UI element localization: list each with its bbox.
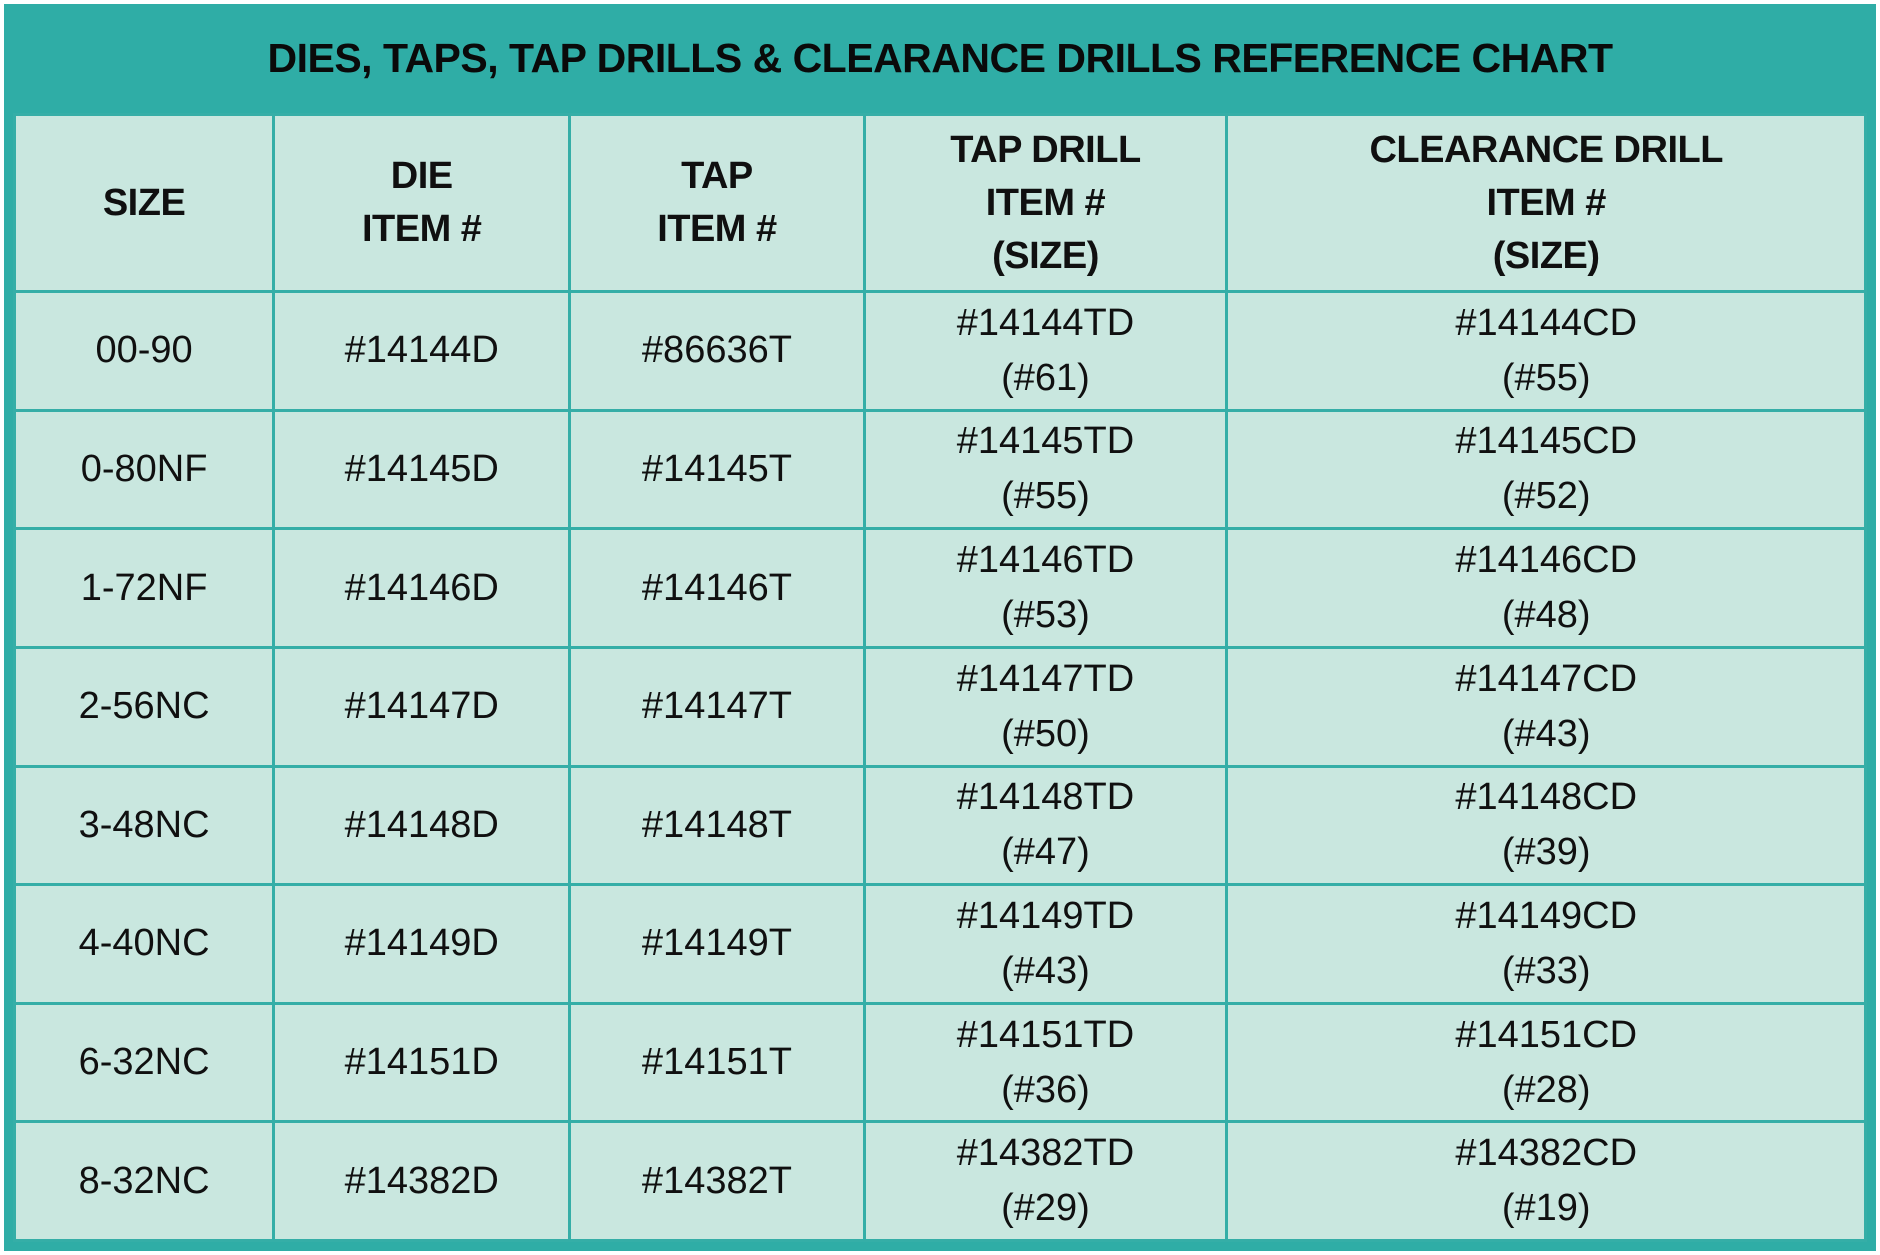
cell-die-item [274, 529, 570, 648]
cell-line: (#19) [1501, 1187, 1591, 1230]
cell-line: #14148D [344, 803, 499, 846]
cell-die-item [274, 766, 570, 885]
cell-line: #14149CD [1455, 894, 1638, 937]
cell-line: (#61) [1001, 356, 1090, 399]
header-line: ITEM # [657, 208, 777, 250]
cell-size [15, 292, 274, 411]
cell-clearance-drill-item [1227, 647, 1866, 766]
cell-clearance-drill-item [1227, 766, 1866, 885]
cell-line: #14382T [641, 1159, 792, 1202]
cell-line: #14146TD [956, 539, 1135, 582]
cell-line: #14144D [344, 329, 499, 372]
cell-line: #14151CD [1455, 1013, 1638, 1056]
cell-line: 3-48NC [78, 803, 210, 846]
cell-size [15, 1122, 274, 1241]
cell-line: (#50) [1001, 712, 1090, 755]
header-line: DIE [390, 155, 453, 197]
cell-line: #14145D [344, 447, 499, 490]
cell-die-item [274, 885, 570, 1004]
header-line: (SIZE) [1492, 234, 1600, 277]
cell-line: #14145TD [956, 420, 1135, 463]
cell-tap-drill-item [864, 410, 1227, 529]
cell-line: 1-72NF [80, 566, 208, 609]
cell-line: #14148TD [956, 776, 1135, 819]
cell-size [15, 410, 274, 529]
cell-line: #14146D [344, 566, 499, 609]
cell-line: 6-32NC [78, 1041, 210, 1084]
cell-tap-drill-item [864, 1122, 1227, 1241]
header-clearance-drill-item [1227, 115, 1866, 292]
header-line: CLEARANCE DRILL [1369, 128, 1723, 171]
header-size [15, 115, 274, 292]
header-line: TAP DRILL [950, 128, 1141, 171]
cell-tap-item [570, 410, 864, 529]
cell-line: #14147T [641, 685, 792, 728]
table-row [15, 885, 1866, 1004]
table-header [15, 115, 1866, 292]
cell-line: #14147CD [1455, 657, 1638, 700]
header-line: ITEM # [985, 181, 1106, 224]
cell-line: #14151T [641, 1041, 792, 1084]
cell-line: #14146CD [1455, 539, 1638, 582]
title-band [13, 4, 1867, 113]
cell-line: 0-80NF [80, 447, 208, 490]
header-line: SIZE [102, 181, 186, 224]
cell-line: #86636T [641, 329, 792, 372]
cell-line: (#39) [1501, 831, 1591, 874]
cell-die-item [274, 292, 570, 411]
table-row [15, 1003, 1866, 1122]
cell-tap-drill-item [864, 885, 1227, 1004]
cell-tap-item [570, 766, 864, 885]
cell-line: 2-56NC [78, 685, 210, 728]
cell-tap-item [570, 1003, 864, 1122]
header-row [15, 115, 1866, 292]
cell-line: #14148CD [1455, 776, 1638, 819]
cell-line: 00-90 [95, 329, 193, 372]
cell-tap-drill-item [864, 292, 1227, 411]
cell-line: (#43) [1001, 949, 1090, 992]
cell-line: #14151TD [956, 1013, 1135, 1056]
cell-tap-drill-item [864, 1003, 1227, 1122]
reference-table [13, 113, 1867, 1242]
cell-line: (#29) [1001, 1187, 1090, 1230]
header-line: (SIZE) [992, 234, 1099, 277]
header-line: TAP [681, 155, 753, 197]
cell-line: (#33) [1501, 949, 1591, 992]
cell-tap-item [570, 1122, 864, 1241]
cell-die-item [274, 1003, 570, 1122]
cell-tap-drill-item [864, 766, 1227, 885]
cell-line: #14149D [344, 922, 499, 965]
cell-line: 4-40NC [78, 922, 210, 965]
table-row [15, 766, 1866, 885]
cell-clearance-drill-item [1227, 292, 1866, 411]
cell-size [15, 885, 274, 1004]
cell-line: #14382CD [1455, 1132, 1638, 1175]
cell-line: #14382D [344, 1159, 499, 1202]
cell-line: (#52) [1501, 475, 1591, 518]
header-tap-drill-item [864, 115, 1227, 292]
table-row [15, 292, 1866, 411]
cell-tap-drill-item [864, 647, 1227, 766]
cell-size [15, 529, 274, 648]
header-die-item [274, 115, 570, 292]
header-tap-item [570, 115, 864, 292]
cell-clearance-drill-item [1227, 410, 1866, 529]
cell-line: (#47) [1001, 831, 1090, 874]
cell-line: (#48) [1501, 594, 1591, 637]
cell-tap-item [570, 885, 864, 1004]
cell-line: #14144CD [1455, 301, 1638, 344]
table-row [15, 1122, 1866, 1241]
cell-line: #14145CD [1455, 420, 1638, 463]
cell-line: (#36) [1001, 1068, 1090, 1111]
cell-clearance-drill-item [1227, 1003, 1866, 1122]
cell-tap-item [570, 292, 864, 411]
cell-line: #14146T [641, 566, 792, 609]
page-title: DIES, TAPS, TAP DRILLS & CLEARANCE DRILLS REFERENCE CHART [267, 35, 1613, 81]
cell-die-item [274, 1122, 570, 1241]
cell-line: #14151D [344, 1041, 499, 1084]
cell-die-item [274, 647, 570, 766]
cell-line: #14144TD [956, 301, 1135, 344]
table-row [15, 529, 1866, 648]
cell-line: #14382TD [956, 1132, 1135, 1175]
cell-clearance-drill-item [1227, 1122, 1866, 1241]
cell-line: #14147D [344, 685, 499, 728]
cell-line: (#43) [1501, 712, 1591, 755]
cell-die-item [274, 410, 570, 529]
cell-line: #14147TD [956, 657, 1135, 700]
header-line: ITEM # [1486, 181, 1606, 224]
table-body [15, 292, 1866, 1241]
cell-clearance-drill-item [1227, 885, 1866, 1004]
cell-line: #14145T [641, 447, 792, 490]
cell-tap-item [570, 647, 864, 766]
cell-tap-drill-item [864, 529, 1227, 648]
cell-size [15, 766, 274, 885]
cell-tap-item [570, 529, 864, 648]
cell-line: #14149TD [956, 894, 1135, 937]
table-row [15, 647, 1866, 766]
cell-line: (#55) [1001, 475, 1090, 518]
cell-size [15, 647, 274, 766]
cell-line: (#55) [1501, 356, 1591, 399]
cell-clearance-drill-item [1227, 529, 1866, 648]
cell-size [15, 1003, 274, 1122]
chart-frame [4, 4, 1876, 1251]
cell-line: (#28) [1501, 1068, 1591, 1111]
header-line: ITEM # [361, 208, 482, 250]
cell-line: (#53) [1001, 594, 1090, 637]
cell-line: 8-32NC [78, 1159, 210, 1202]
cell-line: #14148T [641, 803, 792, 846]
cell-line: #14149T [641, 922, 792, 965]
table-row [15, 410, 1866, 529]
